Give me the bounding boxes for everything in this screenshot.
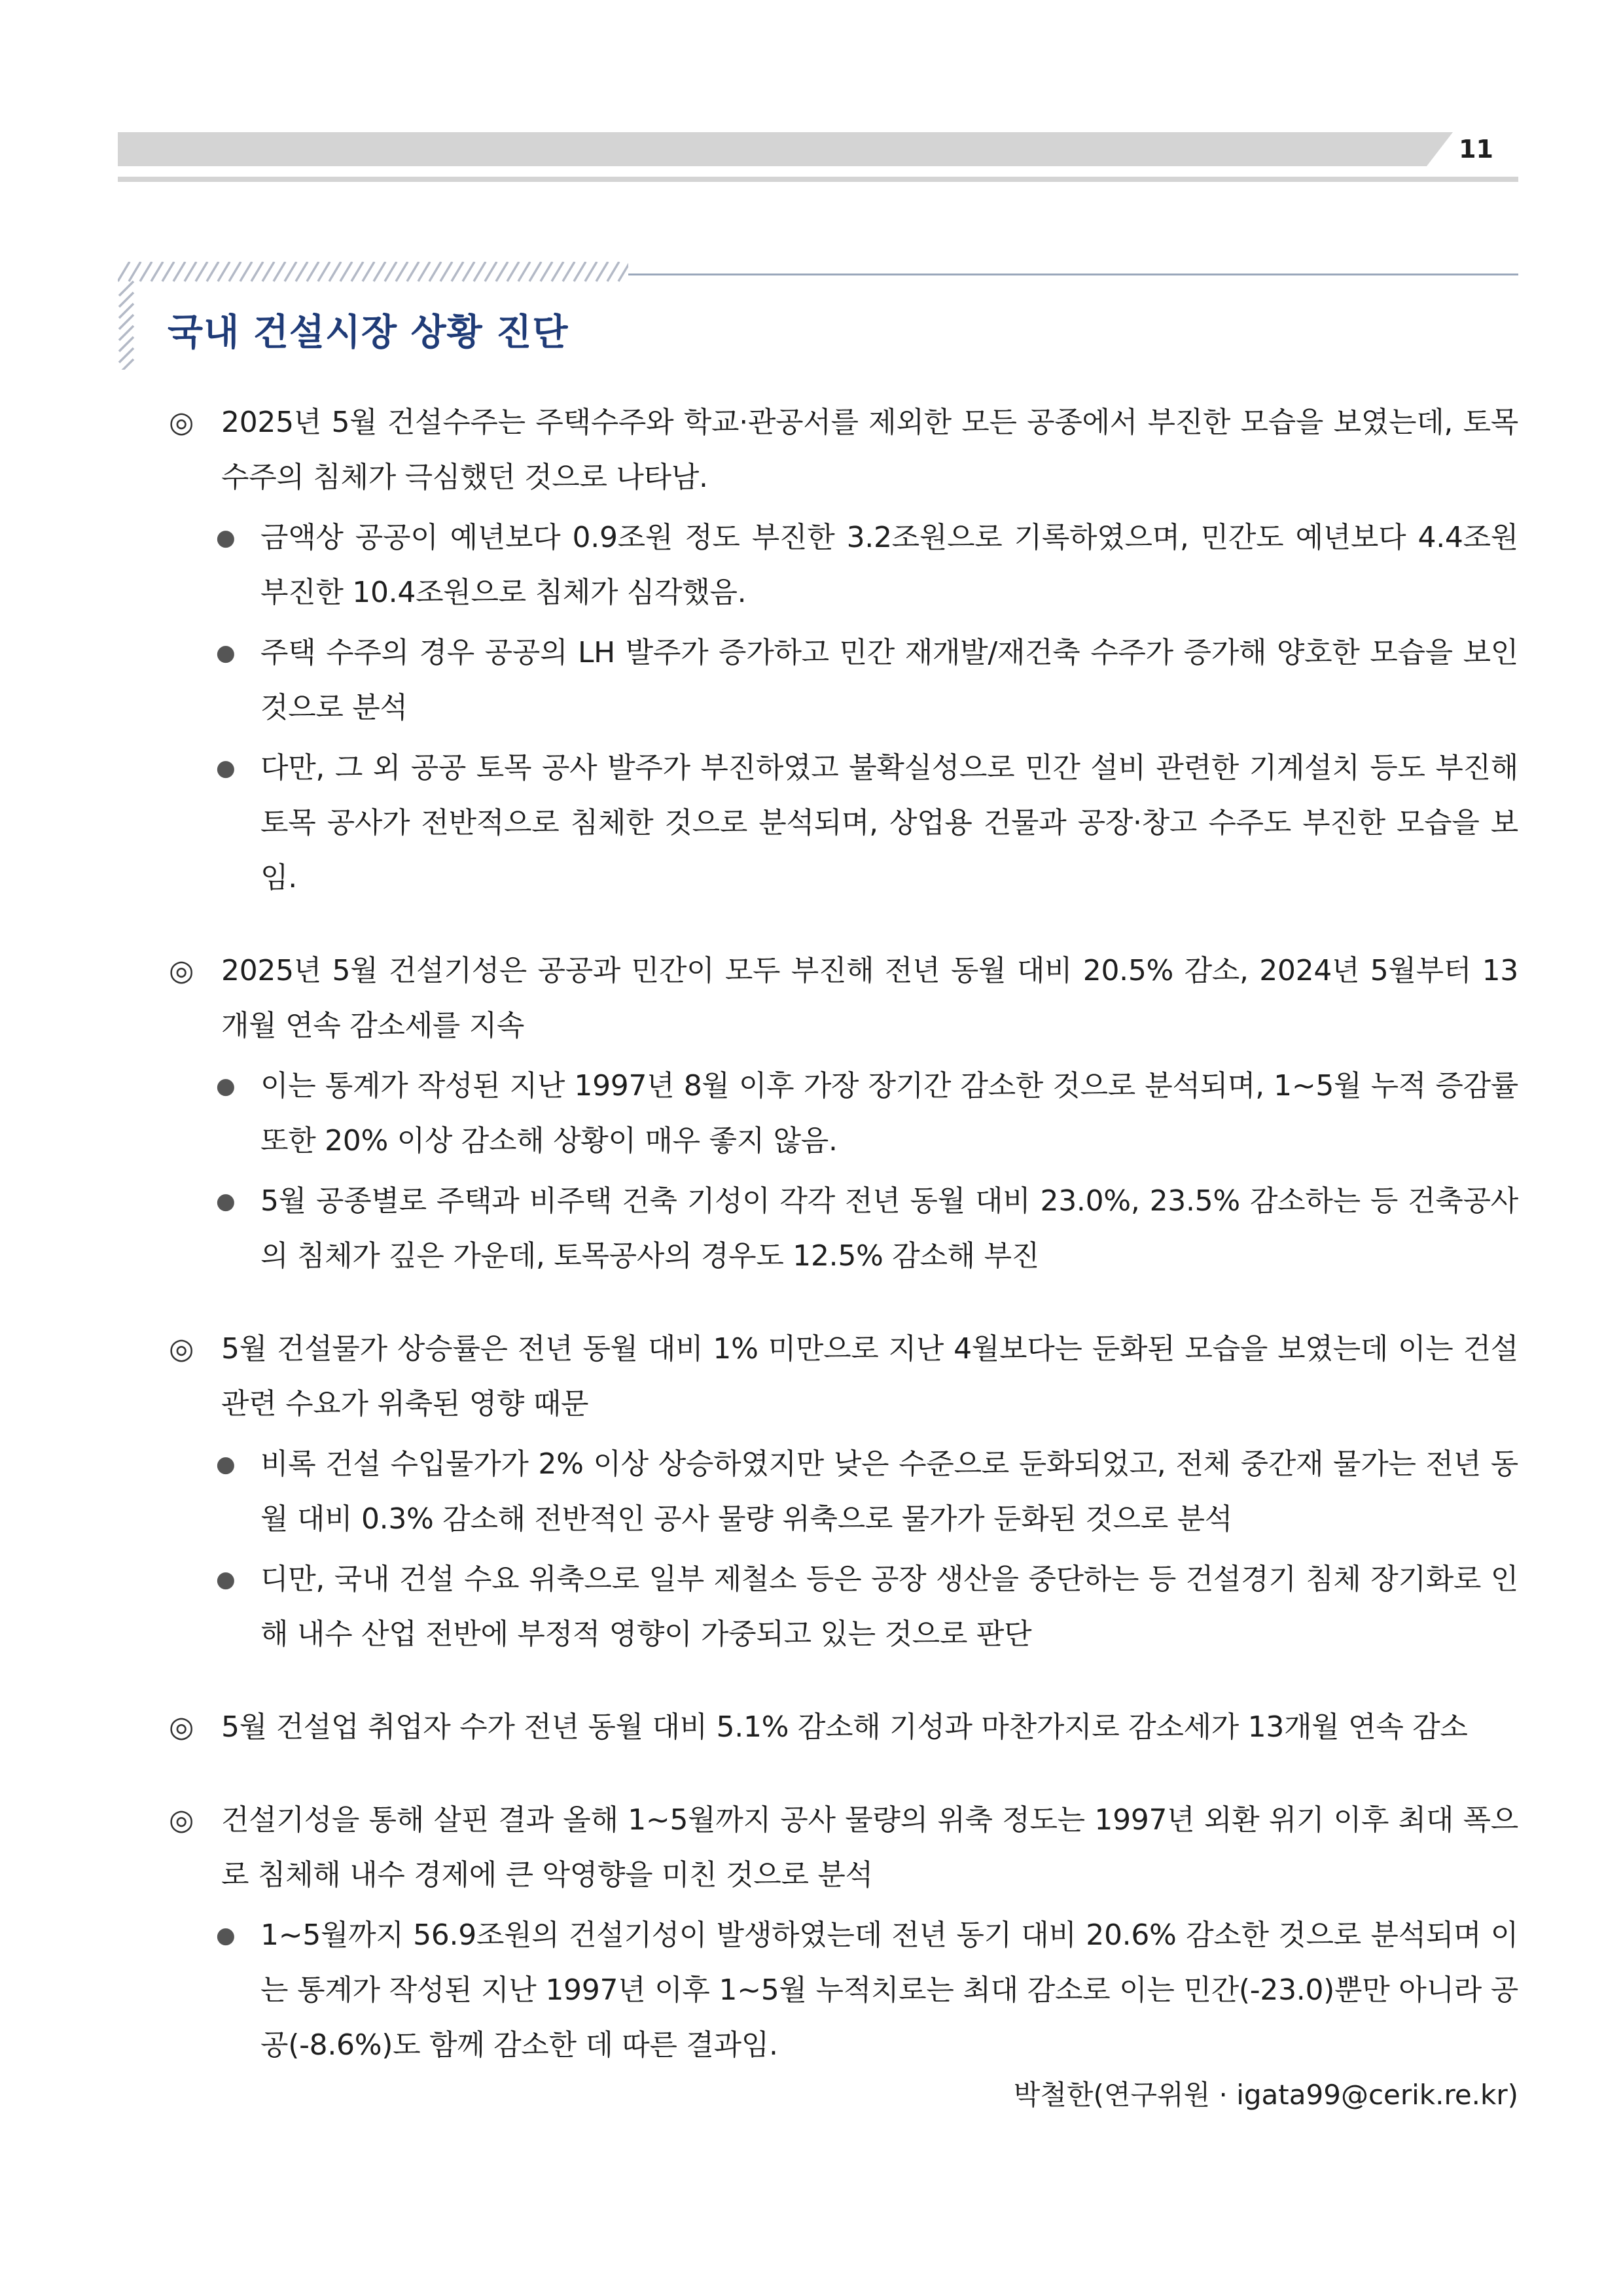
bullet-text: 금액상 공공이 예년보다 0.9조원 정도 부진한 3.2조원으로 기록하였으며, 민간도 예년보다 4.4조원 부진한 10.4조원으로 침체가 심각했음. (260, 521, 1518, 609)
bullet-list (169, 1908, 1518, 2073)
bullet-text: 디만, 국내 건설 수요 위축으로 일부 제철소 등은 공장 생산을 중단하는 등 건설경기 침체 장기화로 인해 내수 산업 전반에 부정적 영향이 가중되고 있는 것으로 판단 (260, 1563, 1518, 1651)
bullet-item (169, 626, 1518, 735)
main-paragraph (169, 1700, 1518, 1755)
paragraph-group (169, 1700, 1518, 1755)
main-paragraph (169, 1793, 1518, 1903)
double-circle-icon: ◎ (169, 406, 194, 439)
main-paragraph-text: 5월 건설물가 상승률은 전년 동월 대비 1% 미만으로 지난 4월보다는 둔화된 모습을 보였는데 이는 건설 관련 수요가 위축된 영향 때문 (221, 1332, 1518, 1421)
section-divider-line (628, 274, 1518, 275)
main-paragraph (169, 944, 1518, 1053)
bullet-dot-icon: ● (216, 1566, 236, 1593)
header-bar (118, 132, 1453, 166)
main-paragraph-text: 5월 건설업 취업자 수가 전년 동월 대비 5.1% 감소해 기성과 마찬가지로 감소세가 13개월 연속 감소 (221, 1710, 1468, 1744)
header-rule (118, 177, 1518, 182)
bullet-dot-icon: ● (216, 640, 236, 666)
section-title: 국내 건설시장 상황 진단 (168, 311, 569, 354)
bullet-text: 1~5월까지 56.9조원의 건설기성이 발생하였는데 전년 동기 대비 20.6% 감소한 것으로 분석되며 이는 통계가 작성된 지난 1997년 이후 1~5월 누적치로는 최대 감소로 이는 민간(-23.0)뿐만 아니라 공공(-8.6%)도 함께 감소한 데 따른 결과임. (260, 1918, 1518, 2062)
main-paragraph-text: 2025년 5월 건설기성은 공공과 민간이 모두 부진해 전년 동월 대비 20.5% 감소, 2024년 5월부터 13개월 연속 감소세를 지속 (221, 954, 1518, 1042)
double-circle-icon: ◎ (169, 954, 194, 987)
bullet-list (169, 510, 1518, 906)
paragraph-group (169, 1322, 1518, 1662)
bullet-item (169, 1908, 1518, 2073)
bullet-list (169, 1437, 1518, 1662)
page-number: 11 (1459, 135, 1493, 164)
paragraph-group (169, 944, 1518, 1284)
double-circle-icon: ◎ (169, 1710, 194, 1744)
double-circle-icon: ◎ (169, 1332, 194, 1366)
bullet-dot-icon: ● (216, 1922, 236, 1949)
bullet-item (169, 1174, 1518, 1284)
document-body (169, 395, 1518, 2115)
bullet-text: 5월 공종별로 주택과 비주택 건축 기성이 각각 전년 동월 대비 23.0%, 23.5% 감소하는 등 건축공사의 침체가 깊은 가운데, 토목공사의 경우도 12.5% 감소해 부진 (260, 1184, 1518, 1273)
bullet-dot-icon: ● (216, 1451, 236, 1477)
paragraph-group (169, 395, 1518, 906)
bullet-text: 이는 통계가 작성된 지난 1997년 8월 이후 가장 장기간 감소한 것으로 분석되며, 1~5월 누적 증감률 또한 20% 이상 감소해 상황이 매우 좋지 않음. (260, 1069, 1518, 1157)
paragraph-group (169, 1793, 1518, 2073)
author-credit: 박철한(연구위원 · igata99@cerik.re.kr) (1013, 2079, 1518, 2111)
main-paragraph (169, 395, 1518, 505)
bullet-dot-icon: ● (216, 1073, 236, 1099)
bullet-item (169, 741, 1518, 906)
bullet-item (169, 510, 1518, 620)
main-paragraph-text: 건설기성을 통해 살핀 결과 올해 1~5월까지 공사 물량의 위축 정도는 1997년 외환 위기 이후 최대 폭으로 침체해 내수 경제에 큰 악영향을 미친 것으로 분석 (221, 1803, 1518, 1892)
bullet-dot-icon: ● (216, 1188, 236, 1214)
double-circle-icon: ◎ (169, 1803, 194, 1837)
bullet-item (169, 1437, 1518, 1547)
bullet-dot-icon: ● (216, 755, 236, 781)
main-paragraph (169, 1322, 1518, 1432)
bullet-item (169, 1552, 1518, 1662)
bullet-text: 다만, 그 외 공공 토목 공사 발주가 부진하였고 불확실성으로 민간 설비 관련한 기계설치 등도 부진해 토목 공사가 전반적으로 침체한 것으로 분석되며, 상업용 건물과 공장·창고 수주도 부진한 모습을 보임. (260, 751, 1518, 894)
bullet-dot-icon: ● (216, 525, 236, 551)
bullet-list (169, 1059, 1518, 1284)
bullet-text: 주택 수주의 경우 공공의 LH 발주가 증가하고 민간 재개발/재건축 수주가 증가해 양호한 모습을 보인 것으로 분석 (260, 636, 1518, 724)
bullet-item (169, 1059, 1518, 1169)
bullet-text: 비록 건설 수입물가가 2% 이상 상승하였지만 낮은 수준으로 둔화되었고, 전체 중간재 물가는 전년 동월 대비 0.3% 감소해 전반적인 공사 물량 위축으로 물가가 둔화된 것으로 분석 (260, 1447, 1518, 1536)
main-paragraph-text: 2025년 5월 건설수주는 주택수주와 학교·관공서를 제외한 모든 공종에서 부진한 모습을 보였는데, 토목수주의 침체가 극심했던 것으로 나타남. (221, 406, 1518, 494)
